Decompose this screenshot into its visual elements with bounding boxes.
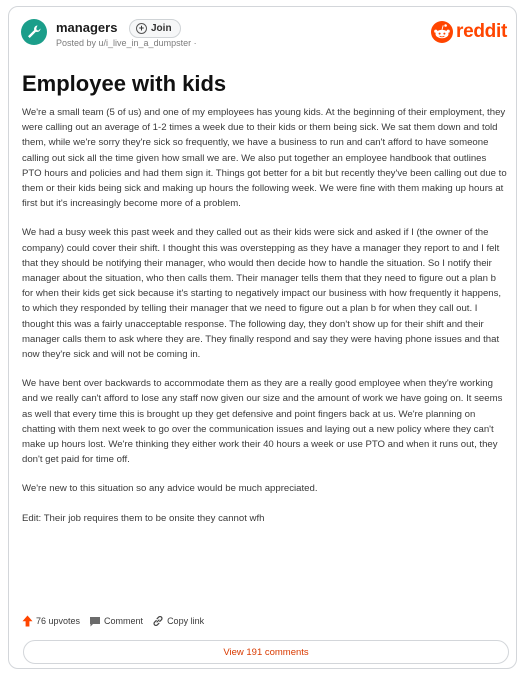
comment-label: Comment bbox=[104, 616, 144, 626]
comment-icon bbox=[89, 616, 101, 627]
join-label: Join bbox=[151, 23, 172, 34]
post-title[interactable]: Employee with kids bbox=[22, 71, 227, 96]
post-paragraph: Edit: Their job requires them to be onsite they cannot wfh bbox=[22, 512, 265, 524]
post-header bbox=[21, 15, 507, 49]
copy-link-button[interactable] bbox=[152, 615, 204, 627]
subreddit-avatar[interactable] bbox=[21, 19, 47, 45]
wrench-icon bbox=[26, 24, 42, 40]
upvote-arrow-icon bbox=[22, 615, 33, 627]
plus-icon: + bbox=[136, 23, 147, 34]
comment-button[interactable] bbox=[89, 616, 143, 627]
reddit-snoo-icon bbox=[431, 21, 453, 43]
post-paragraph: We're new to this situation so any advice would be much appreciated. bbox=[22, 483, 318, 495]
post-card bbox=[8, 6, 517, 669]
copy-link-label: Copy link bbox=[167, 616, 205, 626]
post-paragraph: We're a small team (5 of us) and one of my employees has young kids. At the beginning of their employment, they were calling out an average of 1-2 times a week due to their kids or them being sick. We sat them down and told them, while we're sorry they're sick so frequently, we have a business to run and can't afford to have someone calling out sick all the time given how small we are. We also put together an employee handbook that outlines PTO hours and policies and had them sign it. Things got better for a bit but recently they've been calling out due to them or their kids being sick and making up hours the following week. We were fine with them making up hours at first but it's increasingly become more of a problem. bbox=[22, 107, 507, 210]
reddit-logo[interactable] bbox=[431, 21, 507, 43]
post-paragraph: We had a busy week this past week and they called out as their kids were sick and asked if I (the owner of the company) could cover their shift. I thought this was overstepping as they have a manager they report to and I felt that they should be notifying their manager, who would then decide how to handle the situation. So I notify their manager about the situation, who then calls them. Their manager tells them that they need to figure out a plan b for when their kids get sick because it's starting to negatively impact our business with how frequently it happens, to which they responded by telling their manager that we need to figure out a plan b for when they call out. I thought this was a fairly unacceptable response. The following day, they don't show up for their shift and their manager calls them to ask where they are. They finally respond and say they were having phone issues and that now they're sick and will not be coming in. bbox=[22, 227, 502, 361]
link-icon bbox=[152, 615, 164, 627]
view-comments-button[interactable]: View 191 comments bbox=[23, 640, 509, 664]
posted-by: Posted by u/i_live_in_a_dumpster · bbox=[56, 38, 197, 48]
reddit-wordmark: reddit bbox=[456, 21, 507, 42]
upvote-count: 76 upvotes bbox=[36, 616, 81, 626]
post-paragraph: We have bent over backwards to accommodate them as they are a really good employee when they're working and we really can't afford to lose any staff now given our size and the amount of work we have going on. It seems as well that every time this is brought up they get defensive and point fingers back at us. We're planning on chatting with them next week to go over the communication issues and laying out a new policy where they can't make up hours lost. We're thinking they either work their 40 hours a week or use PTO and when it runs out, they don't get paid for time off. bbox=[22, 378, 503, 466]
post-actions bbox=[22, 615, 207, 627]
upvote-button[interactable] bbox=[22, 615, 80, 627]
post-body bbox=[22, 105, 508, 540]
join-button[interactable] bbox=[129, 19, 181, 38]
subreddit-name[interactable]: managers bbox=[56, 20, 118, 35]
